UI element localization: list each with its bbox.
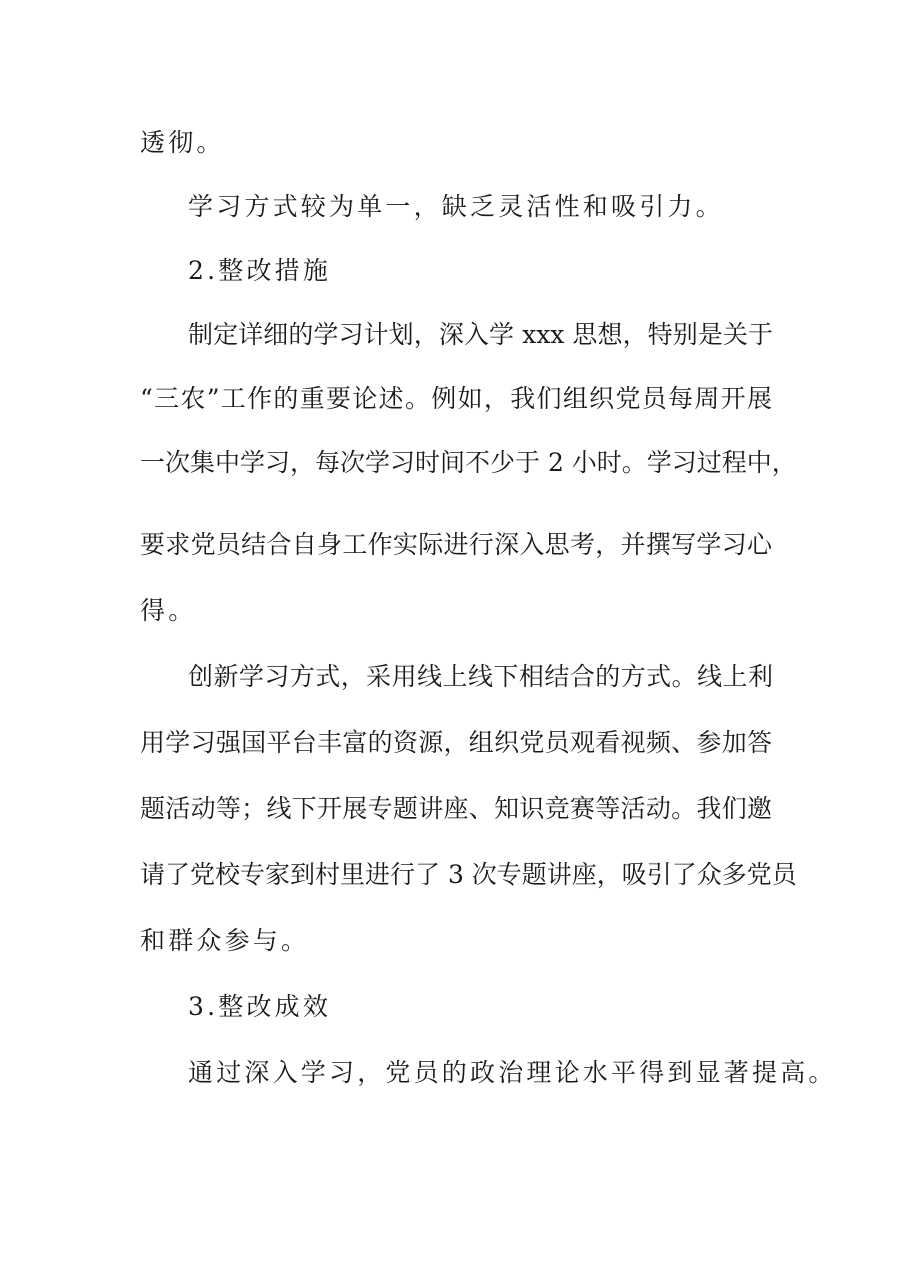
text-line-2: 学习方式较为单一，缺乏灵活性和吸引力。: [188, 192, 724, 221]
text-line-11: 题活动等；线下开展专题讲座、知识竞赛等活动。我们邀: [140, 794, 772, 823]
text-line-7: 要求党员结合自身工作实际进行深入思考，并撰写学习心: [140, 530, 772, 559]
text-line-13: 和群众参与。: [140, 926, 310, 955]
text-line-1: 透彻。: [140, 128, 225, 157]
text-line-15: 通过深入学习，党员的政治理论水平得到显著提高。: [188, 1058, 837, 1087]
section-heading-measures: 2.整改措施: [188, 256, 332, 285]
section-heading-results: 3.整改成效: [188, 992, 332, 1021]
text-line-8: 得。: [140, 596, 197, 625]
text-line-10: 用学习强国平台丰富的资源，组织党员观看视频、参加答: [140, 728, 772, 757]
text-line-5: “三农”工作的重要论述。例如，我们组织党员每周开展: [140, 384, 772, 413]
text-line-4: 制定详细的学习计划，深入学 xxx 思想，特别是关于: [188, 320, 773, 349]
text-line-6: 一次集中学习，每次学习时间不少于 2 小时。学习过程中，: [140, 448, 797, 477]
text-line-9: 创新学习方式，采用线上线下相结合的方式。线上利: [188, 662, 773, 691]
text-line-12: 请了党校专家到村里进行了 3 次专题讲座，吸引了众多党员: [140, 860, 797, 889]
